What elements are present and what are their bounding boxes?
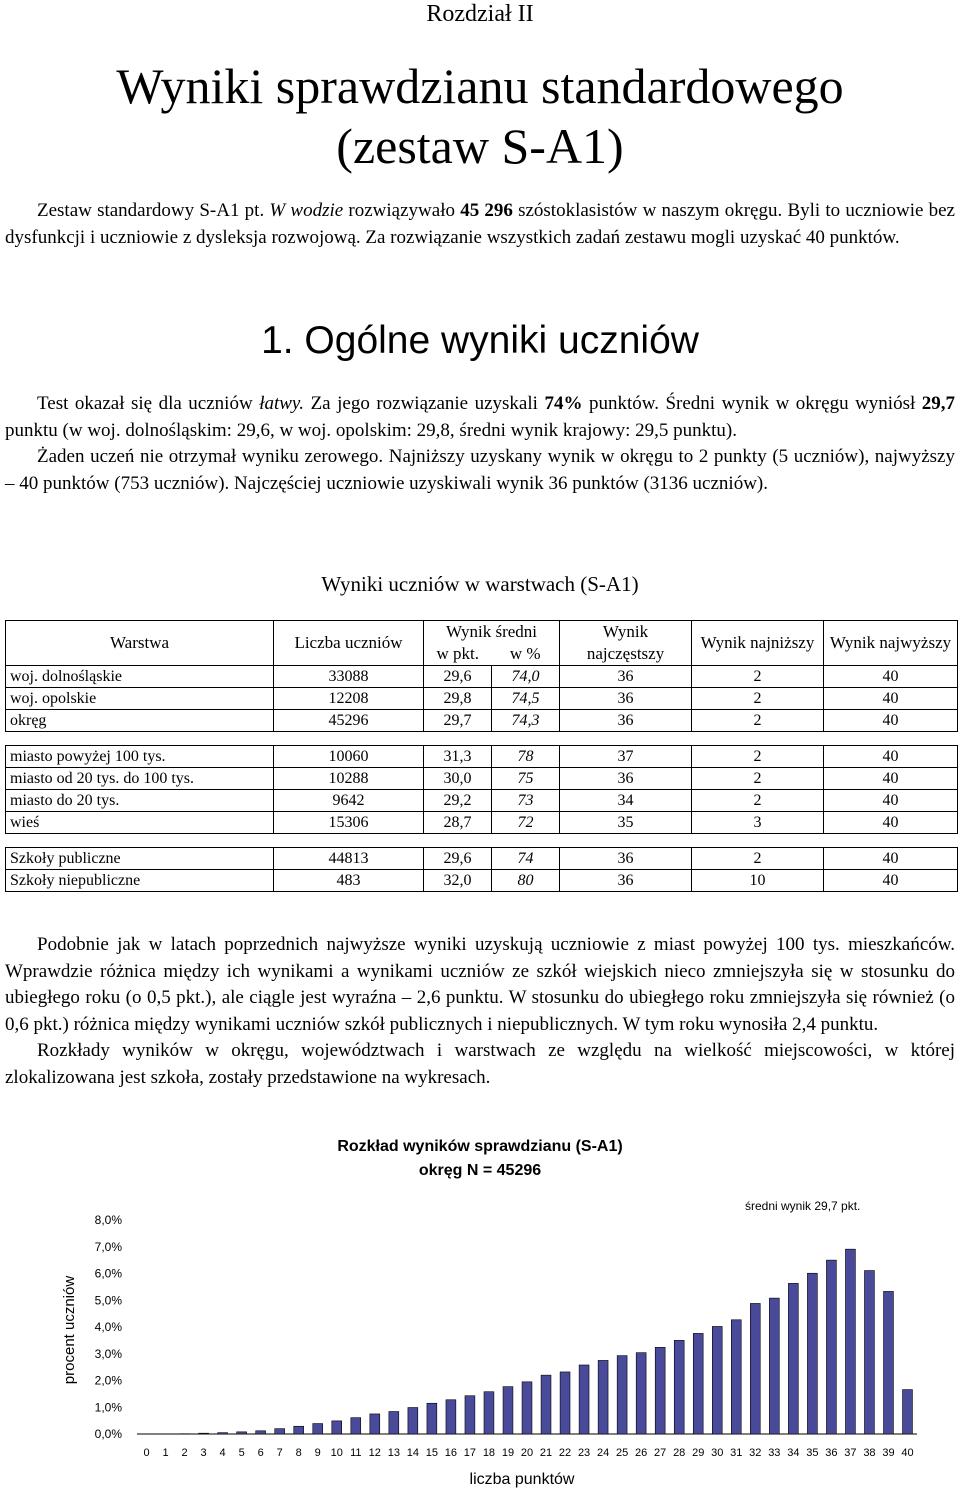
x-tick-label: 24 bbox=[596, 1447, 610, 1459]
table-row bbox=[6, 848, 958, 870]
bar-27 bbox=[655, 1347, 665, 1434]
table-cell: 40 bbox=[824, 688, 958, 710]
bar-34 bbox=[788, 1283, 798, 1434]
page-title-line2: (zestaw S-A1) bbox=[336, 118, 624, 174]
x-tick-label: 30 bbox=[711, 1447, 724, 1459]
bar-4 bbox=[218, 1433, 228, 1434]
table-cell: 36 bbox=[560, 848, 692, 870]
bar-37 bbox=[845, 1249, 855, 1434]
x-tick-label: 9 bbox=[314, 1447, 321, 1459]
x-tick-label: 17 bbox=[463, 1447, 477, 1459]
header-warstwa: Warstwa bbox=[6, 621, 274, 666]
header-najczestszy: Wynik najczęstszy bbox=[560, 621, 692, 666]
table-cell: 2 bbox=[692, 710, 824, 732]
y-tick-label: 2,0% bbox=[94, 1373, 122, 1388]
bar-26 bbox=[636, 1353, 646, 1434]
table-cell: 2 bbox=[692, 848, 824, 870]
table-cell: 2 bbox=[692, 746, 824, 768]
bar-3 bbox=[199, 1433, 209, 1434]
x-tick-label: 0 bbox=[143, 1447, 150, 1459]
section-title: 1. Ogólne wyniki uczniów bbox=[261, 319, 699, 362]
x-tick-label: 25 bbox=[615, 1447, 629, 1459]
header-najwyzszy: Wynik najwyższy bbox=[824, 621, 958, 666]
header-najnizszy: Wynik najniższy bbox=[692, 621, 824, 666]
table-cell: 40 bbox=[824, 848, 958, 870]
table-cell: 2 bbox=[692, 688, 824, 710]
table-cell: 35 bbox=[560, 812, 692, 834]
header-proc: w % bbox=[492, 643, 560, 666]
bar-12 bbox=[370, 1414, 380, 1434]
table-cell: 74,3 bbox=[492, 710, 560, 732]
table-cell: 29,8 bbox=[424, 688, 492, 710]
y-tick-label: 7,0% bbox=[94, 1239, 122, 1254]
y-tick-label: 1,0% bbox=[94, 1400, 122, 1415]
x-tick-label: 2 bbox=[181, 1447, 188, 1459]
x-tick-label: 36 bbox=[825, 1447, 838, 1459]
table-row bbox=[6, 870, 958, 892]
x-tick-label: 33 bbox=[768, 1447, 781, 1459]
bar-31 bbox=[731, 1320, 741, 1434]
x-tick-label: 38 bbox=[863, 1447, 876, 1459]
table-cell: 28,7 bbox=[424, 812, 492, 834]
header-liczba: Liczba uczniów bbox=[274, 621, 424, 666]
bar-7 bbox=[275, 1429, 285, 1434]
y-tick-label: 0,0% bbox=[94, 1427, 122, 1441]
header-pkt: w pkt. bbox=[424, 643, 492, 666]
table-cell: 29,7 bbox=[424, 710, 492, 732]
bar-39 bbox=[884, 1291, 894, 1434]
table-row bbox=[6, 746, 958, 768]
bar-24 bbox=[598, 1360, 608, 1434]
table-cell: 15306 bbox=[274, 812, 424, 834]
table-cell: 75 bbox=[492, 768, 560, 790]
chart-title: Rozkład wyników sprawdzianu (S-A1) bbox=[337, 1138, 623, 1155]
x-tick-label: 31 bbox=[730, 1447, 743, 1459]
x-tick-label: 8 bbox=[295, 1447, 302, 1459]
results-paragraph: Test okazał się dla uczniów łatwy. Za jego rozwiązanie uzyskali 74% punktów. Średni wynik w okręgu wyniósł 29,7 punktu (w woj. dolnośląskim: 29,6, w woj. opolskim: 29,8, średni wynik krajowy: 29,5 punktu). Żaden uczeń nie otrzymał wyniku zerowego. Najniższy uzyskany wynik w okręgu to 2 punkty (5 uczniów), najwyższy – 40 punktów (753 uczniów). Najczęściej uczniowie uzyskiwali wynik 36 punktów (3136 uczniów). bbox=[5, 393, 956, 494]
x-tick-label: 3 bbox=[200, 1447, 207, 1459]
x-tick-label: 5 bbox=[238, 1447, 245, 1459]
table-cell: 34 bbox=[560, 790, 692, 812]
table-row bbox=[6, 768, 958, 790]
x-tick-label: 4 bbox=[219, 1447, 226, 1459]
table-cell: 73 bbox=[492, 790, 560, 812]
table-cell: 9642 bbox=[274, 790, 424, 812]
table-cell: miasto do 20 tys. bbox=[6, 790, 274, 812]
bar-18 bbox=[484, 1392, 494, 1434]
table-cell: Szkoły publiczne bbox=[6, 848, 274, 870]
table-cell: 2 bbox=[692, 768, 824, 790]
table-cell: 45296 bbox=[274, 710, 424, 732]
bar-25 bbox=[617, 1356, 627, 1434]
bar-5 bbox=[237, 1432, 247, 1434]
table-cell: 31,3 bbox=[424, 746, 492, 768]
bar-15 bbox=[427, 1403, 437, 1434]
x-tick-label: 16 bbox=[444, 1447, 458, 1459]
table-cell: 40 bbox=[824, 790, 958, 812]
table-cell: 32,0 bbox=[424, 870, 492, 892]
x-tick-label: 11 bbox=[350, 1447, 362, 1459]
x-tick-label: 26 bbox=[635, 1447, 648, 1459]
table-cell: 12208 bbox=[274, 688, 424, 710]
table-cell: 36 bbox=[560, 870, 692, 892]
bar-13 bbox=[389, 1412, 399, 1434]
intro-paragraph: Zestaw standardowy S-A1 pt. W wodzie rozwiązywało 45 296 szóstoklasistów w naszym okręgu. Byli to uczniowie bez dysfunkcji i uczniowie z dysleksja rozwojową. Za rozwiązanie wszystkich zadań zestawu mogli uzyskać 40 punktów. bbox=[5, 200, 955, 248]
table-cell: 10288 bbox=[274, 768, 424, 790]
bar-20 bbox=[522, 1382, 532, 1434]
y-tick-label: 6,0% bbox=[94, 1266, 122, 1281]
table-row bbox=[6, 688, 958, 710]
x-tick-label: 23 bbox=[577, 1447, 591, 1459]
table-cell: 29,6 bbox=[424, 848, 492, 870]
bar-32 bbox=[750, 1303, 760, 1434]
bar-9 bbox=[313, 1424, 323, 1434]
bar-21 bbox=[541, 1375, 551, 1434]
x-tick-label: 37 bbox=[844, 1447, 857, 1459]
table-cell: 10 bbox=[692, 870, 824, 892]
mean-annotation: średni wynik 29,7 pkt. bbox=[745, 1199, 861, 1213]
chart-title-block bbox=[0, 1135, 960, 1183]
bar-33 bbox=[769, 1298, 779, 1434]
x-tick-label: 27 bbox=[654, 1447, 667, 1459]
table-cell: miasto powyżej 100 tys. bbox=[6, 746, 274, 768]
table-cell: 10060 bbox=[274, 746, 424, 768]
results-table bbox=[5, 620, 958, 892]
table-cell: 36 bbox=[560, 688, 692, 710]
table-cell: 36 bbox=[560, 768, 692, 790]
table-cell: 33088 bbox=[274, 666, 424, 688]
y-tick-label: 3,0% bbox=[94, 1346, 122, 1361]
table-cell: 78 bbox=[492, 746, 560, 768]
table-cell: wieś bbox=[6, 812, 274, 834]
table-cell: 40 bbox=[824, 870, 958, 892]
page-title-line1: Wyniki sprawdzianu standardowego bbox=[116, 58, 844, 114]
table-cell: 29,2 bbox=[424, 790, 492, 812]
bar-35 bbox=[807, 1273, 817, 1434]
bar-16 bbox=[446, 1400, 456, 1434]
x-tick-label: 12 bbox=[368, 1447, 381, 1459]
y-axis-label: procent uczniów bbox=[61, 1275, 78, 1385]
x-axis-label: liczba punktów bbox=[469, 1471, 575, 1488]
x-tick-label: 34 bbox=[787, 1447, 800, 1459]
table-cell: 74,0 bbox=[492, 666, 560, 688]
table-cell: Szkoły niepubliczne bbox=[6, 870, 274, 892]
table-cell: 40 bbox=[824, 812, 958, 834]
x-tick-label: 22 bbox=[558, 1447, 572, 1459]
x-tick-label: 40 bbox=[901, 1447, 914, 1459]
table-cell: 72 bbox=[492, 812, 560, 834]
table-cell: 3 bbox=[692, 812, 824, 834]
table-row bbox=[6, 790, 958, 812]
chapter-label: Rozdział II bbox=[426, 1, 534, 27]
x-tick-label: 29 bbox=[692, 1447, 705, 1459]
y-tick-label: 8,0% bbox=[94, 1213, 122, 1227]
x-tick-label: 10 bbox=[330, 1447, 343, 1459]
header-sredni: Wynik średni bbox=[424, 621, 560, 644]
bar-17 bbox=[465, 1396, 475, 1434]
table-cell: 36 bbox=[560, 710, 692, 732]
x-tick-label: 14 bbox=[406, 1447, 419, 1459]
table-cell: 2 bbox=[692, 666, 824, 688]
table-row bbox=[6, 710, 958, 732]
x-tick-label: 7 bbox=[276, 1447, 283, 1459]
bar-19 bbox=[503, 1387, 513, 1434]
table-cell: 80 bbox=[492, 870, 560, 892]
table-cell: 40 bbox=[824, 768, 958, 790]
table-cell: 74,5 bbox=[492, 688, 560, 710]
table-cell: 36 bbox=[560, 666, 692, 688]
x-tick-label: 32 bbox=[749, 1447, 762, 1459]
bar-10 bbox=[332, 1421, 342, 1434]
x-tick-label: 28 bbox=[673, 1447, 686, 1459]
discussion-paragraph: Podobnie jak w latach poprzednich najwyższe wyniki uzyskują uczniowie z miast powyżej 100 tys. mieszkańców. Wprawdzie różnica między ich wynikami a wynikami uczniów ze szkół wiejskich nieco zmniejszyła się w stosunku do ubiegłego roku (o 0,5 pkt.), ale ciągle jest wyraźna – 2,6 punktu. W stosunku do ubiegłego roku zmniejszyła się również (o 0,6 pkt.) różnica między wynikami uczniów szkół publicznych i niepublicznych. W tym roku wynosiła 2,4 punktu. Rozkłady wyników w okręgu, województwach i warstwach ze względu na wielkość miejscowości, w której zlokalizowana jest szkoła, zostały przedstawione na wykresach. bbox=[5, 934, 955, 1088]
y-tick-label: 5,0% bbox=[94, 1293, 122, 1308]
table-cell: 40 bbox=[824, 666, 958, 688]
table-cell: miasto od 20 tys. do 100 tys. bbox=[6, 768, 274, 790]
bar-38 bbox=[864, 1271, 874, 1434]
x-tick-label: 1 bbox=[162, 1447, 169, 1459]
table-row bbox=[6, 812, 958, 834]
x-tick-label: 21 bbox=[539, 1447, 553, 1459]
bar-6 bbox=[256, 1431, 266, 1434]
y-tick-label: 4,0% bbox=[94, 1320, 122, 1334]
table-row bbox=[6, 666, 958, 688]
table-caption: Wyniki uczniów w warstwach (S-A1) bbox=[321, 572, 639, 596]
bar-36 bbox=[826, 1260, 836, 1434]
x-tick-label: 6 bbox=[257, 1447, 264, 1459]
x-tick-label: 19 bbox=[501, 1447, 515, 1459]
bar-29 bbox=[693, 1333, 703, 1434]
table-cell: 2 bbox=[692, 790, 824, 812]
table-cell: 74 bbox=[492, 848, 560, 870]
table-cell: 37 bbox=[560, 746, 692, 768]
table-cell: 483 bbox=[274, 870, 424, 892]
x-tick-label: 13 bbox=[387, 1447, 400, 1459]
table-cell: woj. dolnośląskie bbox=[6, 666, 274, 688]
x-tick-label: 20 bbox=[520, 1447, 534, 1459]
table-cell: okręg bbox=[6, 710, 274, 732]
table-header-row bbox=[6, 621, 958, 644]
bar-14 bbox=[408, 1408, 418, 1434]
table-cell: 30,0 bbox=[424, 768, 492, 790]
x-tick-label: 39 bbox=[882, 1447, 895, 1459]
x-tick-label: 35 bbox=[806, 1447, 819, 1459]
bar-8 bbox=[294, 1426, 304, 1434]
bar-28 bbox=[674, 1340, 684, 1434]
bar-30 bbox=[712, 1326, 722, 1434]
chart-subtitle: okręg N = 45296 bbox=[418, 1162, 542, 1179]
x-tick-label: 18 bbox=[482, 1447, 496, 1459]
table-cell: 40 bbox=[824, 710, 958, 732]
score-distribution-chart bbox=[0, 1190, 960, 1489]
bar-40 bbox=[903, 1390, 913, 1434]
bar-11 bbox=[351, 1418, 361, 1434]
bar-22 bbox=[560, 1372, 570, 1434]
x-tick-label: 15 bbox=[425, 1447, 439, 1459]
table-cell: 40 bbox=[824, 746, 958, 768]
table-cell: woj. opolskie bbox=[6, 688, 274, 710]
table-cell: 29,6 bbox=[424, 666, 492, 688]
bar-23 bbox=[579, 1365, 589, 1434]
table-cell: 44813 bbox=[274, 848, 424, 870]
